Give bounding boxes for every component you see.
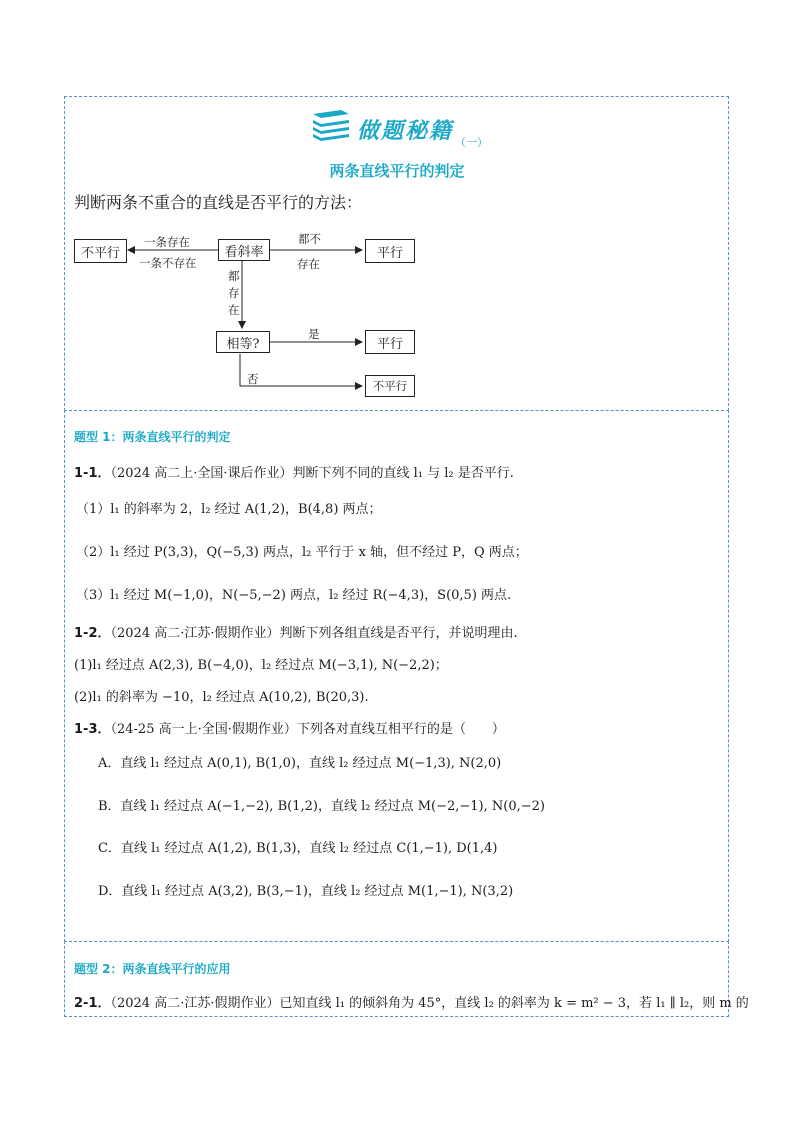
q12-number: 1-2． (74, 626, 111, 641)
q11-part1: （1）l₁ 的斜率为 2，l₂ 经过 A(1,2)，B(4,8) 两点； (76, 502, 382, 517)
flow-start-slope: 看斜率 (218, 239, 270, 261)
edge-label-both-not: 都不 (298, 232, 321, 246)
edge-label-both-exist-3: 在 (228, 303, 240, 317)
q13-option-a[interactable]: A．直线 l₁ 经过点 A(0,1), B(1,0)，直线 l₂ 经过点 M(−1,3), N(2,0) (98, 756, 502, 771)
q11-part2: （2）l₁ 经过 P(3,3)，Q(−5,3) 两点，l₂ 平行于 x 轴，但不经过 P，Q 两点； (76, 545, 528, 560)
edge-label-no: 否 (247, 372, 259, 386)
q13-stem (74, 718, 505, 737)
flow-not-parallel-1: 不平行 (74, 239, 127, 263)
logo-text: 做题秘籍 (357, 119, 454, 144)
q21-stem-text: （2024 高二·江苏·假期作业）已知直线 l₁ 的倾斜角为 45°，直线 l₂ 的斜率为 k = m² − 3，若 l₁ ∥ l₂，则 m 的 (110, 996, 749, 1011)
edge-label-one-exists: 一条存在 (144, 235, 190, 249)
q12-stem-text: （2024 高二·江苏·假期作业）判断下列各组直线是否平行，并说明理由. (110, 626, 518, 641)
q13-number: 1-3． (74, 722, 111, 737)
type2-title: 题型 2：两条直线平行的应用 (74, 962, 231, 976)
flow-parallel-2: 平行 (365, 330, 415, 354)
q13-option-b[interactable]: B．直线 l₁ 经过点 A(−1,−2), B(1,2)，直线 l₂ 经过点 M(−2,−1), N(0,−2) (98, 799, 545, 814)
q12-part2: (2)l₁ 的斜率为 −10，l₂ 经过点 A(10,2), B(20,3). (74, 690, 369, 705)
edge-label-one-not-exists: 一条不存在 (139, 256, 197, 270)
q11-part3: （3）l₁ 经过 M(−1,0)，N(−5,−2) 两点，l₂ 经过 R(−4,3)，S(0,5) 两点. (76, 588, 512, 603)
q11-stem-text: （2024 高二上·全国·课后作业）判断下列不同的直线 l₁ 与 l₂ 是否平行. (110, 466, 514, 481)
q11-stem (74, 462, 514, 481)
section-title: 两条直线平行的判定 (329, 162, 465, 180)
intro-text: 判断两条不重合的直线是否平行的方法： (74, 193, 363, 212)
q12-stem (74, 622, 518, 641)
logo-subtitle: （一） (455, 136, 488, 149)
edge-label-yes: 是 (308, 327, 320, 341)
edge-label-exist: 存在 (297, 257, 320, 271)
q13-option-d[interactable]: D．直线 l₁ 经过点 A(3,2), B(3,−1)，直线 l₂ 经过点 M(1,−1), N(3,2) (98, 884, 514, 899)
q11-number: 1-1． (74, 466, 111, 481)
edge-label-both-exist-1: 都 (228, 269, 240, 283)
q21-number: 2-1． (74, 996, 111, 1011)
q21-stem (74, 992, 749, 1011)
flow-parallel-1: 平行 (365, 239, 415, 263)
q12-part1: (1)l₁ 经过点 A(2,3), B(−4,0)，l₂ 经过点 M(−3,1), N(−2,2)； (74, 658, 448, 673)
q13-stem-text: （24-25 高一上·全国·假期作业）下列各对直线互相平行的是（ ） (110, 722, 505, 737)
type1-title: 题型 1：两条直线平行的判定 (74, 430, 231, 444)
flow-equal-check: 相等? (216, 331, 270, 353)
flow-not-parallel-2: 不平行 (365, 375, 415, 397)
q13-option-c[interactable]: C．直线 l₁ 经过点 A(1,2), B(1,3)，直线 l₂ 经过点 C(1,−1), D(1,4) (98, 841, 498, 856)
edge-label-both-exist-2: 存 (228, 286, 240, 300)
